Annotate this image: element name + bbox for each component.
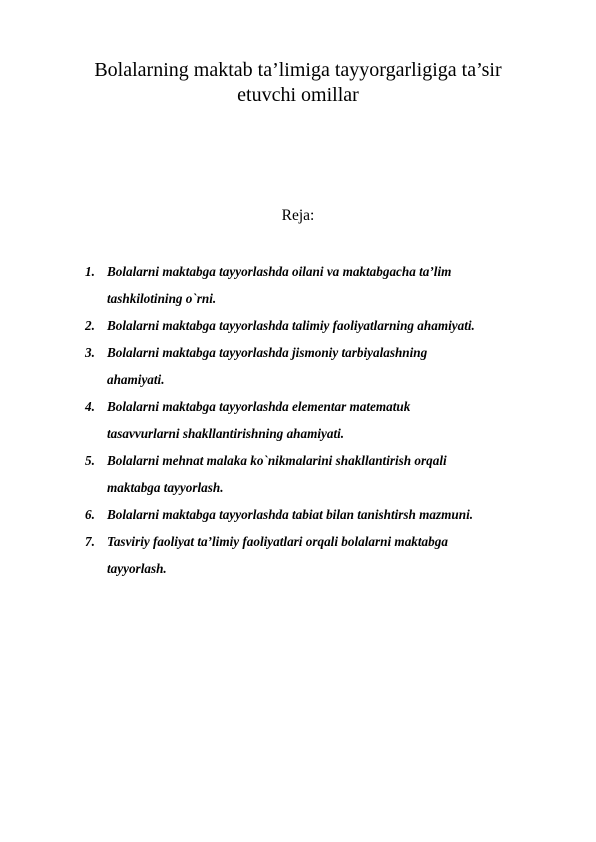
title-line-2: etuvchi omillar <box>237 84 359 106</box>
title-line-1: Bolalarning maktab ta’limiga tayyorgarligiga ta’sir <box>94 59 502 81</box>
plan-item-text-cont: maktabga tayyorlash. <box>107 480 224 495</box>
plan-item-number: 7. <box>85 534 95 549</box>
plan-item-text: Bolalarni mehnat malaka ko`nikmalarini shakllantirish orqali <box>107 453 447 468</box>
plan-list <box>85 258 565 582</box>
plan-item-text-cont: tasavvurlarni shakllantirishning ahamiyati. <box>107 426 345 441</box>
plan-item-text: Bolalarni maktabga tayyorlashda talimiy faoliyatlarning ahamiyati. <box>107 318 475 333</box>
plan-item-number: 5. <box>85 453 95 468</box>
plan-item-text-cont: tayyorlash. <box>107 561 167 576</box>
plan-item-number: 6. <box>85 507 95 522</box>
plan-item-4 <box>85 393 565 447</box>
plan-item-3 <box>85 339 565 393</box>
plan-item-number: 2. <box>85 318 95 333</box>
plan-item-text: Tasviriy faoliyat ta’limiy faoliyatlari orqali bolalarni maktabga <box>107 534 448 549</box>
plan-heading: Reja: <box>281 207 315 224</box>
plan-item-text-cont: tashkilotining o`rni. <box>107 291 217 306</box>
plan-item-text: Bolalarni maktabga tayyorlashda elementar matematuk <box>107 399 411 414</box>
plan-item-7 <box>85 528 565 582</box>
plan-item-number: 3. <box>85 345 95 360</box>
plan-item-text: Bolalarni maktabga tayyorlashda tabiat bilan tanishtirsh mazmuni. <box>107 507 474 522</box>
plan-item-2 <box>85 312 565 339</box>
plan-item-6 <box>85 501 565 528</box>
plan-item-number: 4. <box>85 399 95 414</box>
plan-item-text: Bolalarni maktabga tayyorlashda oilani va maktabgacha ta’lim <box>107 264 452 279</box>
plan-item-text-cont: ahamiyati. <box>107 372 165 387</box>
plan-item-text: Bolalarni maktabga tayyorlashda jismoniy tarbiyalashning <box>107 345 428 360</box>
plan-item-number: 1. <box>85 264 95 279</box>
document-title <box>70 58 526 108</box>
plan-item-1 <box>85 258 565 312</box>
plan-item-5 <box>85 447 565 501</box>
